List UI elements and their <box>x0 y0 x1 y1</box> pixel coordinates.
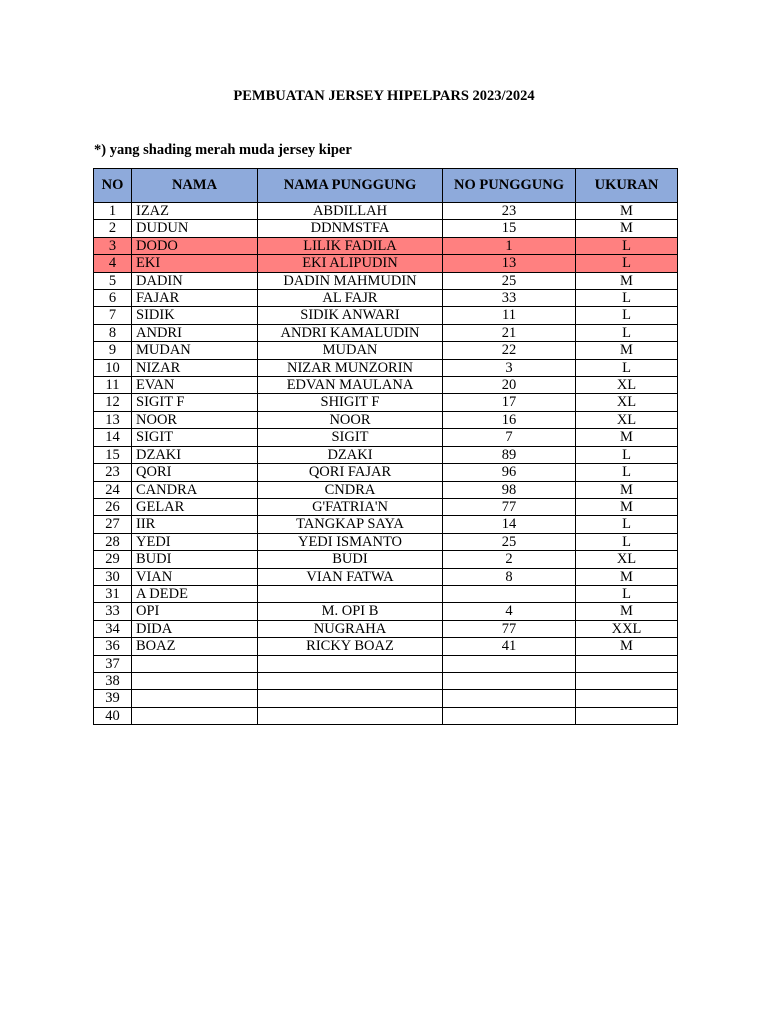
cell-nama: CANDRA <box>132 481 258 498</box>
cell-no-punggung: 13 <box>443 255 576 272</box>
cell-no-punggung: 21 <box>443 324 576 341</box>
cell-no-punggung: 16 <box>443 411 576 428</box>
table-row <box>94 203 678 220</box>
table-row <box>94 690 678 707</box>
cell-ukuran: L <box>576 307 678 324</box>
cell-no: 4 <box>94 255 132 272</box>
document-title: PEMBUATAN JERSEY HIPELPARS 2023/2024 <box>233 88 535 104</box>
cell-no-punggung: 25 <box>443 533 576 550</box>
cell-no: 7 <box>94 307 132 324</box>
cell-nama-punggung <box>258 690 443 707</box>
cell-nama: EVAN <box>132 377 258 394</box>
table-row <box>94 568 678 585</box>
cell-no-punggung: 1 <box>443 237 576 254</box>
cell-no: 31 <box>94 585 132 602</box>
cell-no-punggung: 8 <box>443 568 576 585</box>
cell-nama: QORI <box>132 464 258 481</box>
cell-no: 24 <box>94 481 132 498</box>
cell-no: 5 <box>94 272 132 289</box>
cell-ukuran: L <box>576 290 678 307</box>
cell-no-punggung: 77 <box>443 498 576 515</box>
cell-ukuran: XL <box>576 394 678 411</box>
cell-nama-punggung <box>258 585 443 602</box>
cell-nama: VIAN <box>132 568 258 585</box>
cell-nama: DUDUN <box>132 220 258 237</box>
cell-ukuran: M <box>576 568 678 585</box>
cell-ukuran: L <box>576 516 678 533</box>
cell-ukuran: L <box>576 533 678 550</box>
cell-no: 40 <box>94 707 132 724</box>
header-ukuran: UKURAN <box>576 169 678 203</box>
cell-no: 36 <box>94 638 132 655</box>
cell-no: 9 <box>94 342 132 359</box>
cell-nama-punggung: ABDILLAH <box>258 203 443 220</box>
table-row <box>94 290 678 307</box>
cell-ukuran: XL <box>576 551 678 568</box>
cell-nama: DODO <box>132 237 258 254</box>
cell-nama: BOAZ <box>132 638 258 655</box>
cell-no-punggung <box>443 655 576 672</box>
cell-nama: MUDAN <box>132 342 258 359</box>
cell-no-punggung <box>443 672 576 689</box>
table-row <box>94 359 678 376</box>
cell-nama-punggung <box>258 707 443 724</box>
cell-no-punggung: 77 <box>443 620 576 637</box>
cell-ukuran: M <box>576 429 678 446</box>
cell-no: 2 <box>94 220 132 237</box>
cell-nama-punggung: NOOR <box>258 411 443 428</box>
cell-ukuran: M <box>576 498 678 515</box>
table-row <box>94 585 678 602</box>
cell-nama-punggung: EKI ALIPUDIN <box>258 255 443 272</box>
cell-no-punggung: 20 <box>443 377 576 394</box>
cell-no-punggung: 3 <box>443 359 576 376</box>
cell-no: 39 <box>94 690 132 707</box>
table-row <box>94 411 678 428</box>
cell-nama: DADIN <box>132 272 258 289</box>
cell-no-punggung: 22 <box>443 342 576 359</box>
cell-no-punggung: 98 <box>443 481 576 498</box>
table-row <box>94 707 678 724</box>
cell-nama-punggung: BUDI <box>258 551 443 568</box>
cell-nama: FAJAR <box>132 290 258 307</box>
cell-no: 34 <box>94 620 132 637</box>
cell-no-punggung <box>443 707 576 724</box>
header-row <box>94 169 678 203</box>
table-row-keeper <box>94 237 678 254</box>
table-row-keeper <box>94 255 678 272</box>
cell-no: 33 <box>94 603 132 620</box>
table-row <box>94 481 678 498</box>
cell-nama: DZAKI <box>132 446 258 463</box>
cell-no: 6 <box>94 290 132 307</box>
cell-no: 13 <box>94 411 132 428</box>
header-nama: NAMA <box>132 169 258 203</box>
table-row <box>94 498 678 515</box>
cell-nama-punggung <box>258 655 443 672</box>
cell-nama-punggung: AL FAJR <box>258 290 443 307</box>
cell-nama-punggung: CNDRA <box>258 481 443 498</box>
table-row <box>94 307 678 324</box>
cell-no-punggung: 4 <box>443 603 576 620</box>
cell-no: 28 <box>94 533 132 550</box>
cell-ukuran <box>576 655 678 672</box>
cell-no: 10 <box>94 359 132 376</box>
cell-no-punggung: 2 <box>443 551 576 568</box>
cell-no: 26 <box>94 498 132 515</box>
cell-nama: IZAZ <box>132 203 258 220</box>
cell-ukuran: L <box>576 585 678 602</box>
cell-nama: A DEDE <box>132 585 258 602</box>
cell-nama-punggung: SIDIK ANWARI <box>258 307 443 324</box>
cell-nama-punggung: LILIK FADILA <box>258 237 443 254</box>
cell-nama-punggung: QORI FAJAR <box>258 464 443 481</box>
cell-nama-punggung: DDNMSTFA <box>258 220 443 237</box>
cell-nama: ANDRI <box>132 324 258 341</box>
table-row <box>94 516 678 533</box>
cell-nama-punggung: NUGRAHA <box>258 620 443 637</box>
cell-no-punggung <box>443 585 576 602</box>
cell-no: 1 <box>94 203 132 220</box>
cell-no: 37 <box>94 655 132 672</box>
cell-nama: BUDI <box>132 551 258 568</box>
cell-nama <box>132 690 258 707</box>
cell-no: 30 <box>94 568 132 585</box>
cell-no: 27 <box>94 516 132 533</box>
cell-ukuran <box>576 672 678 689</box>
cell-no-punggung: 17 <box>443 394 576 411</box>
cell-nama: GELAR <box>132 498 258 515</box>
table-row <box>94 464 678 481</box>
cell-no: 15 <box>94 446 132 463</box>
jersey-table <box>93 168 678 725</box>
cell-no: 11 <box>94 377 132 394</box>
cell-ukuran: L <box>576 464 678 481</box>
table-header <box>94 169 678 203</box>
cell-nama: NOOR <box>132 411 258 428</box>
header-nama-punggung: NAMA PUNGGUNG <box>258 169 443 203</box>
cell-nama: SIDIK <box>132 307 258 324</box>
cell-nama-punggung: ANDRI KAMALUDIN <box>258 324 443 341</box>
cell-nama-punggung: YEDI ISMANTO <box>258 533 443 550</box>
cell-ukuran: L <box>576 255 678 272</box>
cell-nama-punggung: TANGKAP SAYA <box>258 516 443 533</box>
cell-no-punggung: 41 <box>443 638 576 655</box>
cell-nama: EKI <box>132 255 258 272</box>
table-row <box>94 324 678 341</box>
cell-no: 12 <box>94 394 132 411</box>
cell-nama: OPI <box>132 603 258 620</box>
cell-nama-punggung: VIAN FATWA <box>258 568 443 585</box>
header-no: NO <box>94 169 132 203</box>
cell-no: 8 <box>94 324 132 341</box>
cell-no: 38 <box>94 672 132 689</box>
table-row <box>94 429 678 446</box>
cell-ukuran: M <box>576 203 678 220</box>
cell-nama-punggung: DADIN MAHMUDIN <box>258 272 443 289</box>
table-body <box>94 203 678 725</box>
cell-ukuran <box>576 707 678 724</box>
cell-nama-punggung: DZAKI <box>258 446 443 463</box>
cell-no: 3 <box>94 237 132 254</box>
cell-no-punggung: 33 <box>443 290 576 307</box>
cell-nama-punggung: RICKY BOAZ <box>258 638 443 655</box>
cell-ukuran: M <box>576 220 678 237</box>
cell-nama: SIGIT F <box>132 394 258 411</box>
table-row <box>94 272 678 289</box>
table-row <box>94 603 678 620</box>
cell-no-punggung: 15 <box>443 220 576 237</box>
table-row <box>94 342 678 359</box>
cell-nama-punggung <box>258 672 443 689</box>
table-row <box>94 377 678 394</box>
table-row <box>94 394 678 411</box>
cell-nama: SIGIT <box>132 429 258 446</box>
cell-nama-punggung: SHIGIT F <box>258 394 443 411</box>
cell-no: 23 <box>94 464 132 481</box>
cell-ukuran: XL <box>576 377 678 394</box>
cell-ukuran: XL <box>576 411 678 428</box>
cell-nama-punggung: M. OPI B <box>258 603 443 620</box>
cell-ukuran: M <box>576 638 678 655</box>
table-row <box>94 672 678 689</box>
table-row <box>94 446 678 463</box>
cell-nama-punggung: SIGIT <box>258 429 443 446</box>
cell-nama <box>132 707 258 724</box>
cell-no-punggung: 96 <box>443 464 576 481</box>
header-no-punggung: NO PUNGGUNG <box>443 169 576 203</box>
cell-nama: NIZAR <box>132 359 258 376</box>
cell-ukuran: XXL <box>576 620 678 637</box>
cell-nama-punggung: MUDAN <box>258 342 443 359</box>
cell-nama: DIDA <box>132 620 258 637</box>
cell-nama <box>132 672 258 689</box>
cell-nama-punggung: NIZAR MUNZORIN <box>258 359 443 376</box>
table-row <box>94 220 678 237</box>
cell-ukuran <box>576 690 678 707</box>
cell-no-punggung: 25 <box>443 272 576 289</box>
cell-ukuran: M <box>576 272 678 289</box>
cell-nama-punggung: EDVAN MAULANA <box>258 377 443 394</box>
table-row <box>94 551 678 568</box>
table-row <box>94 620 678 637</box>
cell-nama-punggung: G'FATRIA'N <box>258 498 443 515</box>
cell-ukuran: M <box>576 603 678 620</box>
cell-ukuran: M <box>576 342 678 359</box>
cell-no-punggung: 89 <box>443 446 576 463</box>
cell-ukuran: L <box>576 359 678 376</box>
cell-no: 14 <box>94 429 132 446</box>
cell-ukuran: L <box>576 324 678 341</box>
cell-no-punggung: 11 <box>443 307 576 324</box>
cell-no-punggung <box>443 690 576 707</box>
cell-nama: YEDI <box>132 533 258 550</box>
cell-no-punggung: 23 <box>443 203 576 220</box>
cell-no-punggung: 7 <box>443 429 576 446</box>
shading-note: *) yang shading merah muda jersey kiper <box>94 142 352 158</box>
cell-ukuran: L <box>576 237 678 254</box>
cell-ukuran: L <box>576 446 678 463</box>
cell-ukuran: M <box>576 481 678 498</box>
cell-no: 29 <box>94 551 132 568</box>
table-row <box>94 655 678 672</box>
cell-nama <box>132 655 258 672</box>
table-row <box>94 533 678 550</box>
cell-nama: IIR <box>132 516 258 533</box>
table-row <box>94 638 678 655</box>
cell-no-punggung: 14 <box>443 516 576 533</box>
